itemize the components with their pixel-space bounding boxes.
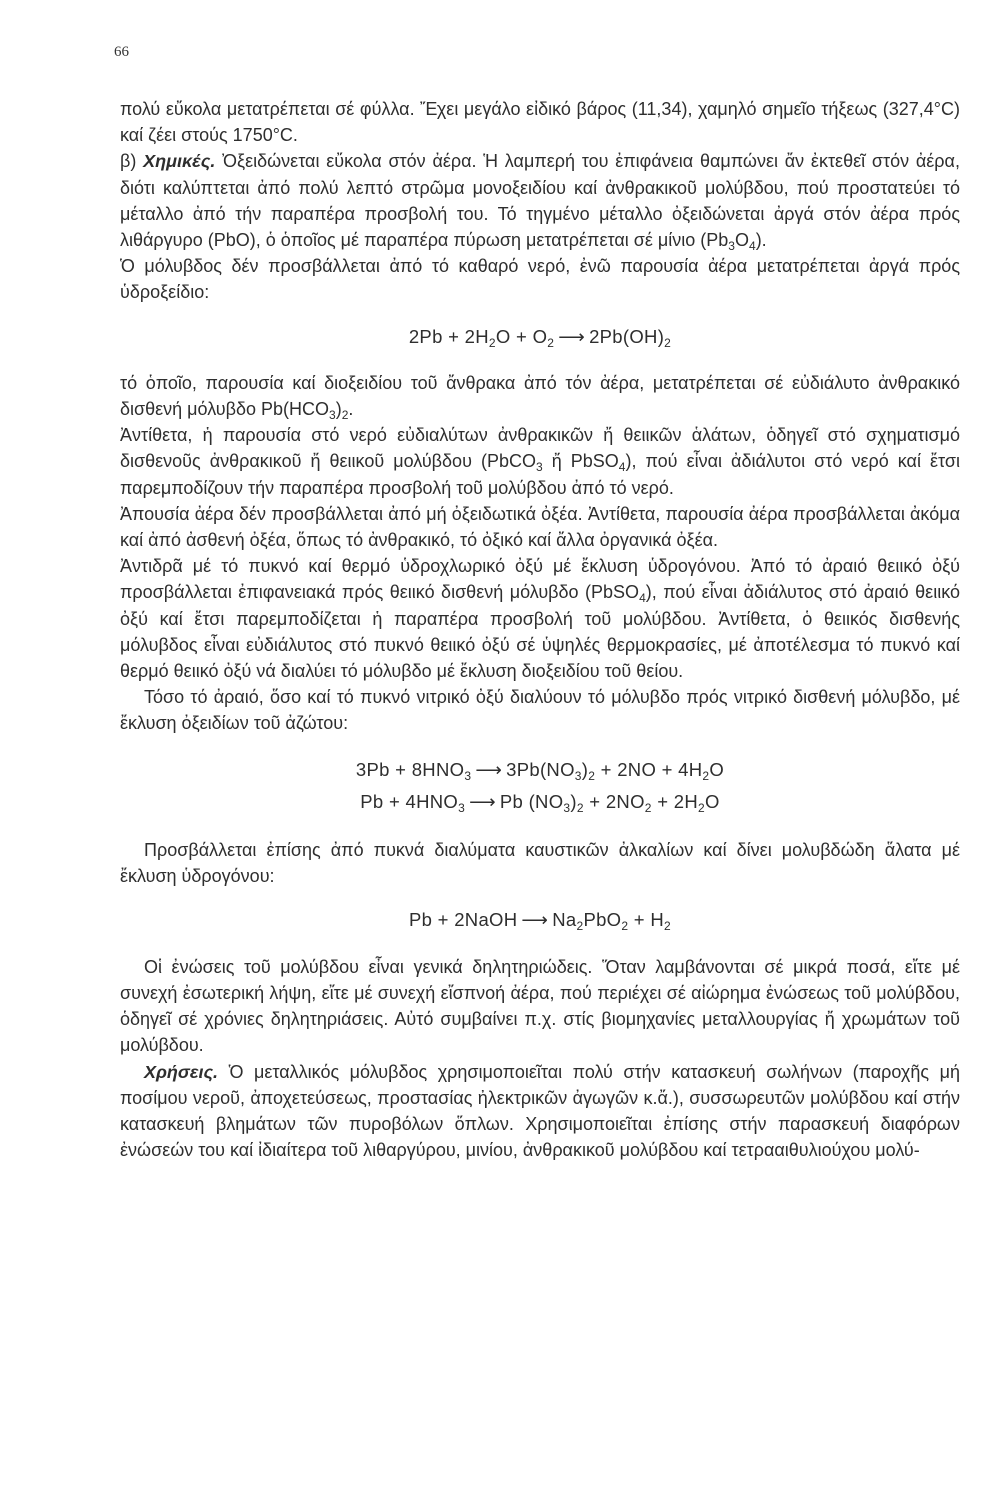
paragraph-toxicity: Οἱ ἐνώσεις τοῦ μολύβδου εἶναι γενικά δηλητηριώδεις. Ὅταν λαμβάνονται σέ μικρά ποσά, εἴτε μέ συνεχή ἐσωτερική λήψη, εἴτε μέ συνεχή εἴσπνοή ἀέρα, πού περιέχει σέ αἰώρημα ἐνώσεως τοῦ μολύβδου, ὁδηγεῖ σέ χρόνιες δηλητηριάσεις. Αὐτό συμβαίνει π.χ. στίς βιομηχανίες μεταλλουργίας ἤ χρωμάτων τοῦ μολύβδου.	[120, 956, 960, 1056]
equation-concentrated-nitric: $Pb + 4HNO_3$ ⟶ Pb $(NO_3)_2 + 2NO_2 + 2H_2O$	[360, 790, 720, 815]
paragraph-insoluble-salts: Ἀντίθετα, ἡ παρουσία στό νερό εὐδιαλύτων ἀνθρακικῶν ἤ θειικῶν ἁλάτων, ὁδηγεῖ στό σχηματισμό δισθενοῦς ἀνθρακικοῦ ἤ θειικοῦ μολύβδου (PbCO$_3$ ἤ PbSO$_4$), πού εἶναι ἀδιάλυτοι στό νερό καί ἔτσι παρεμποδίζουν τήν παραπέρα προσβολή τοῦ μολύβδου ἀπό τό νερό.	[120, 425, 960, 498]
paragraph-alkali: Προσβάλλεται ἐπίσης ἀπό πυκνά διαλύματα καυστικῶν ἀλκαλίων καί δίνει μολυβδώδη ἅλατα μέ ἔκλυση ὑδρογόνου:	[120, 840, 960, 887]
paragraph-water-reaction: Ὁ μόλυβδος δέν προσβάλλεται ἀπό τό καθαρό νερό, ἐνῶ παρουσία ἀέρα μετατρέπεται ἀργά πρός ὑδροξείδιο:	[120, 256, 960, 303]
paragraph-carbonate: τό ὁποῖο, παρουσία καί διοξειδίου τοῦ ἄνθρακα ἀπό τόν ἀέρα, μετατρέπεται σέ εὐδιάλυτο ἀνθρακικό δισθενή μόλυβδο $Pb(HCO_3)_2$.	[120, 372, 960, 423]
equation-dilute-nitric: $3Pb + 8HNO_3$ ⟶ $3Pb(NO_3)_2 + 2NO + 4H_2O$	[355, 758, 725, 783]
equation-block-nitric	[120, 757, 960, 815]
paragraph-physical-properties: πολύ εὔκολα μετατρέπεται σέ φύλλα. Ἔχει μεγάλο εἰδικό βάρος (11,34), χαμηλό σημεῖο τήξεως (327,4°C) καί ζέει στούς 1750°C.	[120, 99, 960, 146]
reaction-arrow-icon: ⟶	[558, 325, 586, 347]
paragraph-acids: Ἀπουσία ἀέρα δέν προσβάλλεται ἀπό μή ὀξειδωτικά ὀξέα. Ἀντίθετα, παρουσία ἀέρα προσβάλλεται ἀκόμα καί ἀπό ἀσθενή ὀξέα, ὅπως τό ἀνθρακικό, τό ὀξικό καί ἄλλα ὀργανικά ὀξέα.	[120, 503, 960, 551]
equation-naoh: Pb + 2NaOH ⟶ $Na_2PbO_2 + H_2$	[408, 909, 671, 934]
reaction-arrow-icon: ⟶	[469, 790, 496, 812]
page-body	[120, 96, 960, 1163]
reaction-arrow-icon: ⟶	[475, 758, 503, 780]
paragraph-uses: Χρήσεις. Ὁ μεταλλικός μόλυβδος χρησιμοποιεῖται πολύ στήν κατασκευή σωλήνων (παροχῆς μή ποσίμου νεροῦ, ἀποχετεύσεως, προστασίας ἠλεκτρικῶν ἀγωγῶν κ.ἄ.), συσσωρευτῶν μολύβδου καί στήν κατασκευή βλημάτων τῶν πυροβόλων ὅπλων. Χρησιμοποιεῖται ἐπίσης στήν παρασκευή διαφόρων ἐνώσεών του καί ἰδιαίτερα τοῦ λιθαργύρου, μινίου, ἀνθρακικοῦ μολύβδου καί τετρααιθυλιούχου μολύ-	[120, 1061, 960, 1161]
equation-hydroxide: $2Pb + 2H_2O + O_2$ ⟶ $2Pb(OH)_2$	[408, 325, 672, 350]
paragraph-nitric: Τόσο τό ἀραιό, ὅσο καί τό πυκνό νιτρικό ὀξύ διαλύουν τό μόλυβδο πρός νιτρικό δισθενή μόλυβδο, μέ ἔκλυση ὀξειδίων τοῦ ἀζώτου:	[120, 687, 960, 734]
reaction-arrow-icon: ⟶	[521, 909, 549, 931]
section-heading-chemical: Χημικές.	[143, 151, 216, 172]
paragraph-chemical-properties: β) Χημικές. Ὀξειδώνεται εὔκολα στόν ἀέρα. Ἡ λαμπερή του ἐπιφάνεια θαμπώνει ἄν ἐκτεθεῖ στόν ἀέρα, διότι καλύπτεται ἀπό πολύ λεπτό στρῶμα μονοξειδίου καί ἀνθρακικοῦ μολύβδου, πού προστατεύει τό μέταλλο ἀπό τήν παραπέρα προσβολή του. Τό τηγμένο μέταλλο ὀξειδώνεται ἀργά στόν ἀέρα πρός λιθάργυρο (PbO), ὁ ὁποῖος μέ παραπέρα πύρωση μετατρέπεται σέ μίνιο $(Pb_3O_4)$.	[120, 151, 960, 254]
page-number: 66	[114, 44, 129, 60]
paragraph-sulfuric: Ἀντιδρᾶ μέ τό πυκνό καί θερμό ὑδροχλωρικό ὀξύ μέ ἔκλυση ὑδρογόνου. Ἀπό τό ἀραιό θειικό ὀξύ προσβάλλεται ἐπιφανειακά πρός θειικό δισθενή μόλυβδο (PbSO$_4$), πού εἶναι ἀδιάλυτος στό ἀραιό θειικό ὀξύ καί ἔτσι παρεμποδίζεται ἡ παραπέρα προσβολή τοῦ μολύβδου. Ἀντίθετα, ὁ θειικός δισθενής μόλυβδος εἶναι εὐδιάλυτος στό πυκνό θειικό ὀξύ σέ ὑψηλές θερμοκρασίες, μέ ἀποτέλεσμα τό πυκνό καί θερμό θειικό ὀξύ νά διαλύει τό μόλυβδο μέ ἔκλυση διοξειδίου τοῦ θείου.	[120, 556, 960, 682]
section-heading-uses: Χρήσεις.	[144, 1061, 219, 1082]
